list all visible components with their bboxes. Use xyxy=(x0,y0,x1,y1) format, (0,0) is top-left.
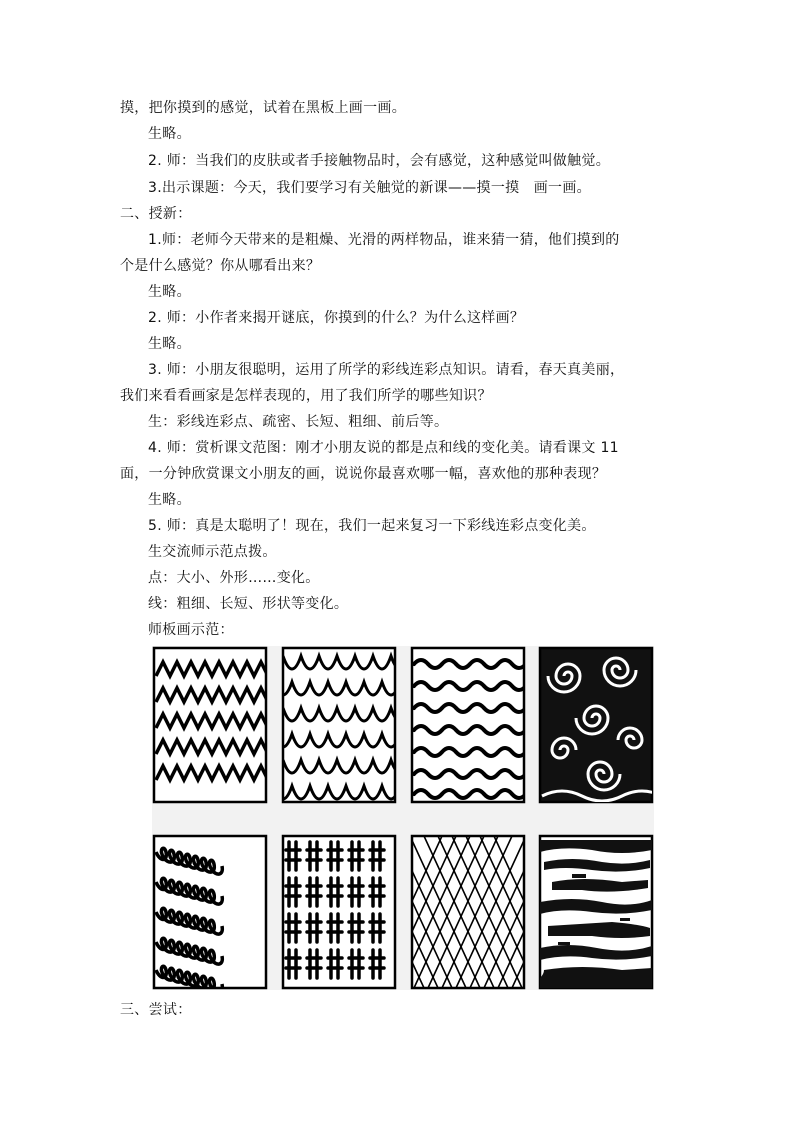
p-line-8: 生略。 xyxy=(148,284,191,300)
p-line-9: 2. 师：小作者来揭开谜底，你摸到的什么？为什么这样画？ xyxy=(148,310,525,326)
pattern-loops xyxy=(154,836,266,990)
p-line-14: 4. 师：赏析课文范图：刚才小朋友说的都是点和线的变化美。请看课文 11 xyxy=(148,440,619,456)
p-line-13: 生：彩线连彩点、疏密、长短、粗细、前后等。 xyxy=(148,414,449,430)
pattern-scallop xyxy=(274,648,409,802)
pattern-zigzag xyxy=(154,648,268,802)
p-line-10: 生略。 xyxy=(148,336,191,352)
section-heading-2: 二、授新： xyxy=(120,206,192,222)
p-line-3: 2. 师：当我们的皮肤或者手接触物品时，会有感觉，这种感觉叫做触觉。 xyxy=(148,153,611,169)
p-line-17: 5. 师：真是太聪明了！现在，我们一起来复习一下彩线连彩点变化美。 xyxy=(148,518,596,534)
p-line-18: 生交流师示范点拨。 xyxy=(148,544,277,560)
p-line-4: 3.出示课题：今天，我们要学习有关触觉的新课——摸一摸 画一画。 xyxy=(148,180,591,196)
pattern-hashes xyxy=(283,836,395,988)
p-line-19: 点：大小、外形……变化。 xyxy=(148,570,320,586)
p-line-12: 我们来看看画家是怎样表现的，用了我们所学的哪些知识？ xyxy=(120,388,492,404)
p-line-1: 摸，把你摸到的感觉，试着在黑板上画一画。 xyxy=(120,100,406,116)
p-line-11: 3. 师：小朋友很聪明，运用了所学的彩线连彩点知识。请看，春天真美丽， xyxy=(148,362,625,378)
line-pattern-figure xyxy=(152,646,654,990)
pattern-spiral xyxy=(540,648,654,802)
pattern-streaks xyxy=(540,836,652,988)
p-line-20: 线：粗细、长短、形状等变化。 xyxy=(148,596,349,612)
p-line-7: 个是什么感觉？你从哪看出来？ xyxy=(120,258,321,274)
p-line-2: 生略。 xyxy=(148,126,191,142)
pattern-wave xyxy=(412,648,526,802)
p-line-16: 生略。 xyxy=(148,492,191,508)
section-heading-3: 三、尝试： xyxy=(120,1002,192,1018)
p-line-6: 1.师：老师今天带来的是粗燥、光滑的两样物品，谁来猜一猜，他们摸到的 xyxy=(148,232,620,248)
p-line-21: 师板画示范： xyxy=(148,622,234,638)
p-line-15: 面，一分钟欣赏课文小朋友的画，说说你最喜欢哪一幅，喜欢他的那种表现？ xyxy=(120,466,607,482)
